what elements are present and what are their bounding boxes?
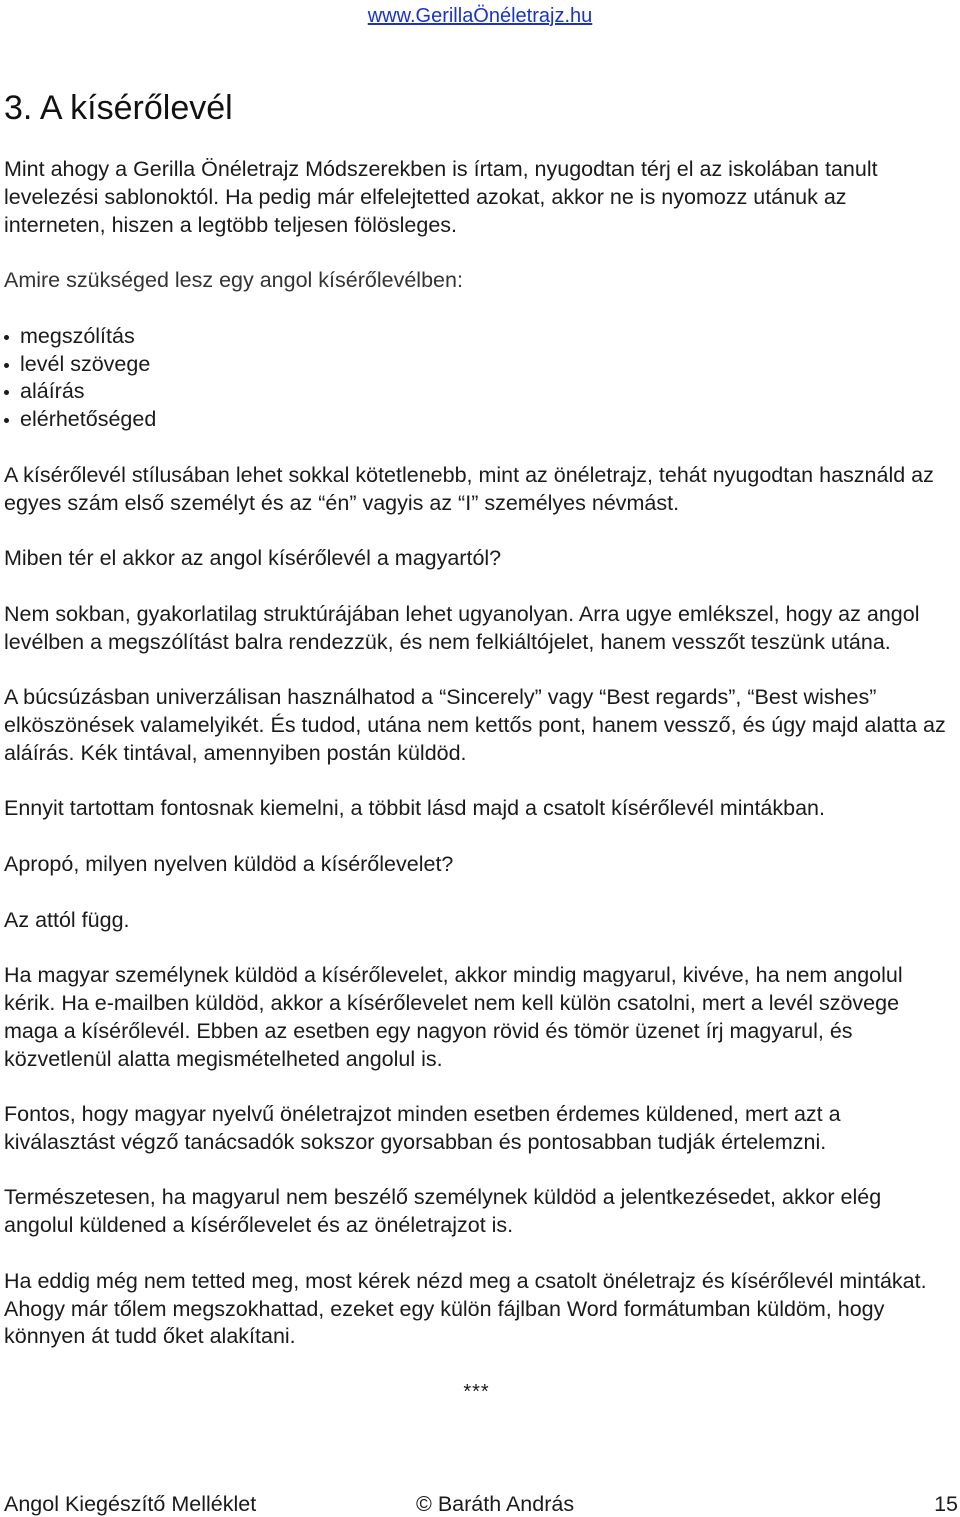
emphasis-paragraph: Ennyit tartottam fontosnak kiemelni, a többit lásd majd a csatolt kísérőlevél mintákban.: [4, 796, 825, 821]
site-link[interactable]: www.GerillaÖnéletrajz.hu: [367, 5, 593, 27]
list-item: elérhetőséged: [4, 406, 949, 434]
list-item: levél szövege: [4, 351, 949, 379]
document-body: [4, 156, 949, 1407]
samples-paragraph: Ha eddig még nem tetted meg, most kérek nézd meg a csatolt önéletrajz és kísérőlevél mintákat. Ahogy már tőlem megszokhattad, ezeket egy külön fájlban Word formátumban küldöm, hogy könnyen át tudd őket alakítani.: [4, 1268, 927, 1349]
footer-copyright: © Baráth András: [416, 1492, 575, 1516]
question-paragraph: Miben tér el akkor az angol kísérőlevél a magyartól?: [4, 546, 502, 571]
list-item: megszólítás: [4, 323, 949, 351]
hungarian-recipient-paragraph: Ha magyar személynek küldöd a kísérőlevelet, akkor mindig magyarul, kivéve, ha nem angolul kérik. Ha e-mailben küldöd, akkor a kísérőlevelet nem kell külön csatolni, mert a levél szövege maga a kísérőlevél. Ebben az esetben egy nagyon rövid és tömör üzenet írj magyarul, és közvetlenül alatta megismételheted angolul is.: [4, 963, 903, 1071]
answer-paragraph: Az attól függ.: [4, 907, 130, 932]
closing-paragraph: A búcsúzásban univerzálisan használhatod a “Sincerely” vagy “Best regards”, “Best wishes” elköszönések valamelyikét. És tudod, utána nem kettős pont, hanem vessző, és úgy majd alatta az aláírás. Kék tintával, amennyiben postán küldöd.: [4, 685, 946, 765]
style-paragraph: A kísérőlevél stílusában lehet sokkal kötetlenebb, mint az önéletrajz, tehát nyugodtan használd az egyes szám első személyt és az “én” vagyis az “I” személyes névmást.: [4, 462, 934, 515]
importance-paragraph: Fontos, hogy magyar nyelvű önéletrajzot minden esetben érdemes küldened, mert azt a kiválasztást végző tanácsadók sokszor gyorsabban és pontosabban tudják értelemzni.: [4, 1102, 841, 1154]
intro-paragraph: Mint ahogy a Gerilla Önéletrajz Módszerekben is írtam, nyugodtan térj el az iskolában tanult levelezési sablonoktól. Ha pedig már elfelejtetted azokat, akkor ne is nyomozz utánuk az interneten, hiszen a legtöbb teljesen fölösleges.: [4, 157, 878, 237]
requirements-list: [4, 323, 949, 434]
structure-paragraph: Nem sokban, gyakorlatilag struktúrájában lehet ugyanolyan. Arra ugye emlékszel, hogy az angol levélben a megszólítást balra rendezzük, és nem felkiáltójelet, hanem vesszőt teszünk utána.: [4, 601, 920, 654]
list-item: aláírás: [4, 378, 949, 406]
section-separator: ***: [463, 1381, 490, 1404]
footer-document-title: Angol Kiegészítő Melléklet: [4, 1492, 257, 1516]
language-question-paragraph: Apropó, milyen nyelven küldöd a kísérőlevelet?: [4, 851, 454, 876]
list-intro: Amire szükséged lesz egy angol kísérőlevélben:: [4, 268, 463, 293]
page-number: 15: [934, 1492, 958, 1516]
page-title: 3. A kísérőlevél: [4, 89, 233, 127]
non-hungarian-paragraph: Természetesen, ha magyarul nem beszélő személynek küldöd a jelentkezésedet, akkor elég angolul küldened a kísérőlevelet és az önéletrajzot is.: [4, 1185, 882, 1238]
